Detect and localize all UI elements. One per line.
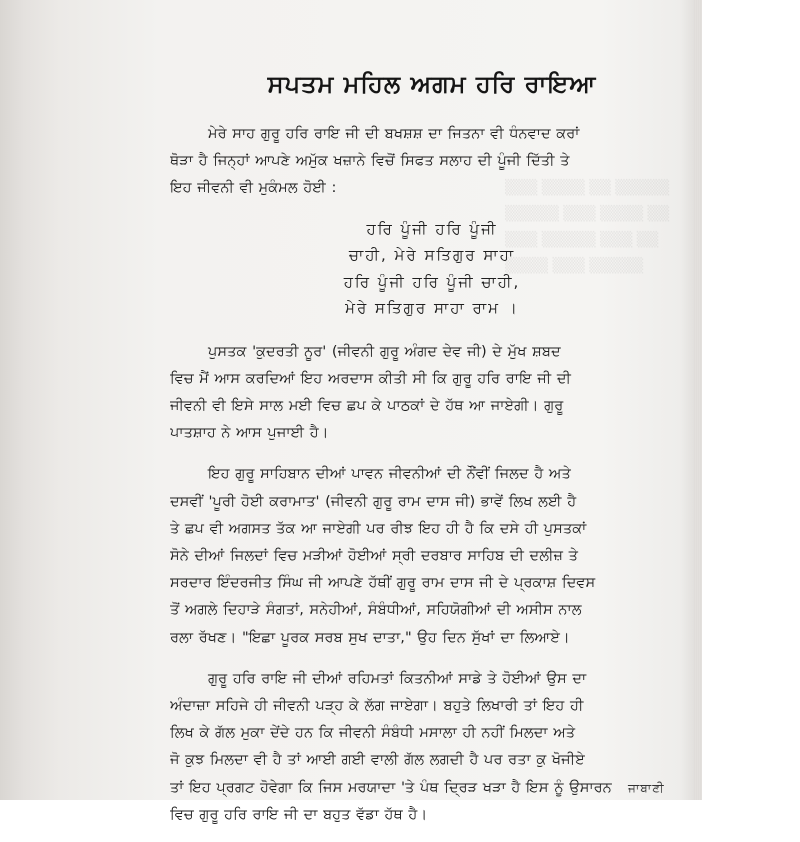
page-content [170, 60, 694, 842]
text-line: ਪਾਤਸ਼ਾਹ ਨੇ ਆਸ ਪੁਜਾਈ ਹੈ। [170, 424, 329, 442]
text-line: ਇਹ ਜੀਵਨੀ ਵੀ ਮੁਕੰਮਲ ਹੋਈ : [170, 179, 337, 197]
next-line-fragment: ਜਾਬਾਣੀ [628, 781, 665, 795]
text-line: ਵਿਚ ਮੈਂ ਆਸ ਕਰਦਿਆਂ ਇਹ ਅਰਦਾਸ ਕੀਤੀ ਸੀ ਕਿ ਗੁਰੂ ਹਰਿ ਰਾਇ ਜੀ ਦੀ [170, 369, 571, 387]
paragraph-2 [170, 338, 694, 447]
text-line: ਵਿਚ ਗੁਰੂ ਹਰਿ ਰਾਇ ਜੀ ਦਾ ਬਹੁਤ ਵੱਡਾ ਹੱਥ ਹੈ। [170, 805, 428, 823]
background [702, 0, 800, 800]
verse-line: ਹਰਿ ਪੂੰਜੀ ਹਰਿ ਪੂੰਜੀ ਚਾਹੀ, [343, 272, 521, 291]
text-line: ਤੋਂ ਅਗਲੇ ਦਿਹਾੜੇ ਸੰਗਤਾਂ, ਸਨੇਹੀਆਂ, ਸੰਬੰਧੀਆਂ, ਸਹਿਯੋਗੀਆਂ ਦੀ ਅਸੀਸ ਨਾਲ [170, 601, 582, 619]
text-line: ਲਿਖ ਕੇ ਗੱਲ ਮੁਕਾ ਦੇਂਦੇ ਹਨ ਕਿ ਜੀਵਨੀ ਸੰਬੰਧੀ ਮਸਾਲਾ ਹੀ ਨਹੀਂ ਮਿਲਦਾ ਅਤੇ [170, 724, 576, 742]
show-through-text: ▒▒▒ ▒▒▒▒ ▒▒ ▒▒▒▒▒ ▒▒▒▒▒ ▒▒▒ ▒▒▒▒ ▒▒ ▒▒▒ ▒▒▒▒▒ ▒▒▒ ▒▒ ▒▒▒▒ ▒▒▒ ▒▒▒▒▒ [505, 180, 670, 274]
text-line: ਇਹ ਗੁਰੂ ਸਾਹਿਬਾਨ ਦੀਆਂ ਪਾਵਨ ਜੀਵਨੀਆਂ ਦੀ ਨੌਂਵੀਂ ਜਿਲਦ ਹੈ ਅਤੇ [208, 465, 571, 483]
verse-quote [170, 216, 694, 322]
text-line: ਰਲਾ ਰੱਖਣ। "ਇਛਾ ਪੂਰਕ ਸਰਬ ਸੁਖ ਦਾਤਾ," ਉਹ ਦਿਨ ਸੁੱਖਾਂ ਦਾ ਲਿਆਏ। [170, 628, 570, 646]
text-line: ਸਰਦਾਰ ਇੰਦਰਜੀਤ ਸਿੰਘ ਜੀ ਆਪਣੇ ਹੱਥੀਂ ਗੁਰੂ ਰਾਮ ਦਾਸ ਜੀ ਦੇ ਪ੍ਰਕਾਸ਼ ਦਿਵਸ [170, 574, 596, 592]
verse-line: ਮੇਰੇ ਸਤਿਗੁਰ ਸਾਹਾ ਰਾਮ । [345, 299, 519, 318]
verse-line: ਚਾਹੀ, ਮੇਰੇ ਸਤਿਗੁਰ ਸਾਹਾ [348, 246, 516, 265]
paragraph-4 [170, 665, 694, 828]
page-edge [694, 0, 702, 800]
text-line: ਜੋ ਕੁਝ ਮਿਲਦਾ ਵੀ ਹੈ ਤਾਂ ਆਈ ਗਈ ਵਾਲੀ ਗੱਲ ਲਗਦੀ ਹੈ ਪਰ ਰਤਾ ਕੁ ਖੋਜੀਏ [170, 751, 585, 769]
text-line: ਜੀਵਨੀ ਵੀ ਇਸੇ ਸਾਲ ਮਈ ਵਿਚ ਛਪ ਕੇ ਪਾਠਕਾਂ ਦੇ ਹੱਥ ਆ ਜਾਏਗੀ। ਗੁਰੂ [170, 397, 564, 415]
text-line: ਮੇਰੇ ਸਾਹ ਗੁਰੂ ਹਰਿ ਰਾਇ ਜੀ ਦੀ ਬਖਸ਼ਸ਼ ਦਾ ਜਿਤਨਾ ਵੀ ਧੰਨਵਾਦ ਕਰਾਂ [208, 125, 580, 142]
text-line: ਤੇ ਛਪ ਵੀ ਅਗਸਤ ਤੱਕ ਆ ਜਾਏਗੀ ਪਰ ਰੀਝ ਇਹ ਹੀ ਹੈ ਕਿ ਦਸੇ ਹੀ ਪੁਸਤਕਾਂ [170, 519, 587, 537]
verse-line: ਹਰਿ ਪੂੰਜੀ ਹਰਿ ਪੂੰਜੀ [366, 219, 498, 238]
text-line: ਅੰਦਾਜ਼ਾ ਸਹਿਜੇ ਹੀ ਜੀਵਨੀ ਪੜ੍ਹ ਕੇ ਲੱਗ ਜਾਏਗਾ। ਬਹੁਤੇ ਲਿਖਾਰੀ ਤਾਂ ਇਹ ਹੀ [170, 697, 584, 715]
paragraph-1 [170, 120, 694, 202]
text-line: ਦਸਵੀਂ 'ਪੂਰੀ ਹੋਈ ਕਰਾਮਾਤ' (ਜੀਵਨੀ ਗੁਰੂ ਰਾਮ ਦਾਸ ਜੀ) ਭਾਵੇਂ ਲਿਖ ਲਈ ਹੈ [170, 492, 577, 510]
text-line: ਥੋੜਾ ਹੈ ਜਿਨ੍ਹਾਂ ਆਪਣੇ ਅਮੁੱਕ ਖਜ਼ਾਨੇ ਵਿਚੋਂ ਸਿਫਤ ਸਲਾਹ ਦੀ ਪੂੰਜੀ ਦਿੱਤੀ ਤੇ [170, 152, 570, 170]
chapter-title: ਸਪਤਮ ਮਹਿਲ ਅਗਮ ਹਰਿ ਰਾਇਆ [267, 70, 597, 98]
text-line: ਗੁਰੂ ਹਰਿ ਰਾਇ ਜੀ ਦੀਆਂ ਰਹਿਮਤਾਂ ਕਿਤਨੀਆਂ ਸਾਡੇ ਤੇ ਹੋਈਆਂ ਉਸ ਦਾ [208, 669, 587, 687]
text-line: ਤਾਂ ਇਹ ਪ੍ਰਗਟ ਹੋਵੇਗਾ ਕਿ ਜਿਸ ਮਰਯਾਦਾ 'ਤੇ ਪੰਥ ਦ੍ਰਿੜ ਖੜਾ ਹੈ ਇਸ ਨੂੰ ਉਸਾਰਨ [170, 778, 612, 796]
text-line: ਪੁਸਤਕ 'ਕੁਦਰਤੀ ਨੂਰ' (ਜੀਵਨੀ ਗੁਰੂ ਅੰਗਦ ਦੇਵ ਜੀ) ਦੇ ਮੁੱਖ ਸ਼ਬਦ [208, 342, 561, 360]
text-line: ਸੋਨੇ ਦੀਆਂ ਜਿਲਦਾਂ ਵਿਚ ਮੜੀਆਂ ਹੋਈਆਂ ਸ੍ਰੀ ਦਰਬਾਰ ਸਾਹਿਬ ਦੀ ਦਲੀਜ਼ ਤੇ [170, 547, 578, 565]
paragraph-3 [170, 460, 694, 650]
